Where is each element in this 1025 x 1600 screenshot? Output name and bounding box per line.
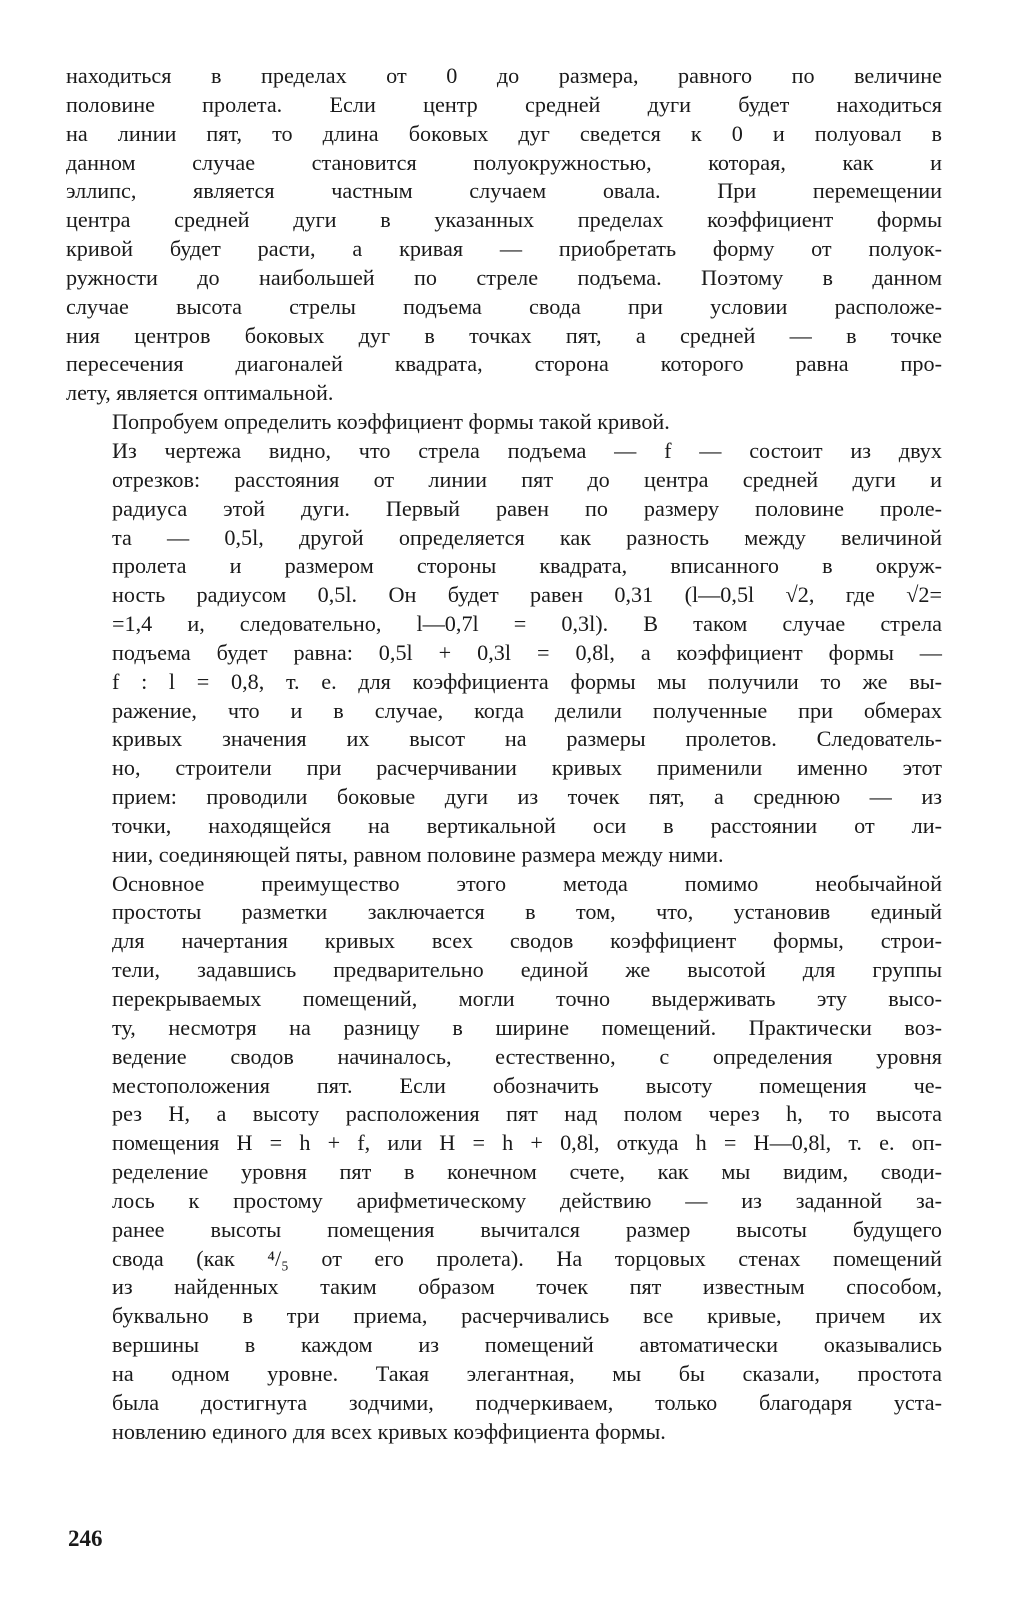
text-line: на линии пят, то длина боковых дуг сведется к 0 и полуовал в	[66, 120, 942, 146]
text-line: ность радиусом 0,5l. Он будет равен 0,31 (l—0,5l √2, где √2=	[112, 582, 942, 608]
text-line: данном случае становится полуокружностью, которая, как и	[66, 149, 942, 175]
text-line: центра средней дуги в указанных пределах коэффициент формы	[66, 207, 942, 233]
text-line: рез H, а высоту расположения пят над полом через h, то высота	[112, 1101, 942, 1127]
text-line: кривых значения их высот на размеры пролетов. Следователь-	[112, 726, 942, 752]
text-line: нии, соединяющей пяты, равном половине размера между ними.	[112, 841, 724, 867]
text-line: f : l = 0,8, т. е. для коэффициента формы мы получили то же вы-	[112, 668, 942, 694]
text-line: ту, несмотря на разницу в ширине помещений. Практически воз-	[112, 1014, 942, 1040]
paragraph-4	[66, 870, 942, 1447]
text-line: вершины в каждом из помещений автоматически оказывались	[112, 1332, 942, 1358]
text-line: половине пролета. Если центр средней дуги будет находиться	[66, 91, 942, 117]
text-line: ведение сводов начиналось, естественно, с определения уровня	[112, 1043, 942, 1069]
text-line: прием: проводили боковые дуги из точек пят, а среднюю — из	[112, 784, 942, 810]
text-line: эллипс, является частным случаем овала. При перемещении	[66, 178, 942, 204]
text-line: новлению единого для всех кривых коэффициента формы.	[112, 1418, 666, 1444]
text-line: была достигнута зодчими, подчеркиваем, только благодаря уста-	[112, 1389, 942, 1415]
text-line: ранее высоты помещения вычитался размер высоты будущего	[112, 1216, 942, 1242]
text-line: перекрываемых помещений, могли точно выдерживать эту высо-	[112, 986, 942, 1011]
text-line: радиуса этой дуги. Первый равен по размеру половине проле-	[112, 495, 942, 521]
text-line: та — 0,5l, другой определяется как разность между величиной	[112, 524, 942, 550]
text-line: =1,4 и, следовательно, l—0,7l = 0,3l). В таком случае стрела	[112, 611, 942, 637]
text-line: буквально в три приема, расчерчивались все кривые, причем их	[112, 1303, 942, 1329]
text-line: ния центров боковых дуг в точках пят, а средней — в точке	[66, 322, 942, 348]
text-line: ределение уровня пят в конечном счете, как мы видим, своди-	[112, 1159, 942, 1185]
text-line: отрезков: расстояния от линии пят до центра средней дуги и	[112, 466, 942, 492]
text-line: из найденных таким образом точек пят известным способом,	[112, 1274, 942, 1300]
text-line: пролета и размером стороны квадрата, вписанного в окруж-	[112, 553, 942, 579]
text-line: лету, является оптимальной.	[66, 380, 334, 406]
text-line: на одном уровне. Такая элегантная, мы бы сказали, простота	[112, 1360, 942, 1386]
text-line: ружности до наибольшей по стреле подъема. Поэтому в данном	[66, 264, 942, 290]
text-line: местоположения пят. Если обозначить высоту помещения че-	[112, 1072, 942, 1098]
text-line: ражение, что и в случае, когда делили полученные при обмерах	[112, 697, 942, 723]
paragraph-2	[66, 408, 942, 437]
page-body	[66, 62, 942, 1447]
text-line: кривой будет расти, а кривая — приобретать форму от полуок-	[66, 236, 942, 262]
page-number: 246	[68, 1526, 103, 1551]
text-line: случае высота стрелы подъема свода при условии расположе-	[66, 293, 942, 319]
text-line: свода (как ⁴/₅ от его пролета). На торцовых стенах помещений	[112, 1245, 942, 1271]
text-line: находиться в пределах от 0 до размера, равного по величине	[66, 63, 942, 88]
text-line: простоты разметки заключается в том, что, установив единый	[112, 899, 942, 925]
text-line: подъема будет равна: 0,5l + 0,3l = 0,8l, а коэффициент формы —	[112, 639, 942, 665]
text-line: Из чертежа видно, что стрела подъема — f — состоит из двух	[112, 437, 942, 463]
paragraph-1	[66, 62, 942, 408]
text-line: точки, находящейся на вертикальной оси в расстоянии от ли-	[112, 812, 942, 838]
text-line: но, строители при расчерчивании кривых применили именно этот	[112, 755, 942, 781]
paragraph-3	[66, 437, 942, 870]
text-line: Попробуем определить коэффициент формы такой кривой.	[112, 409, 670, 435]
text-line: Основное преимущество этого метода помимо необычайной	[112, 870, 942, 896]
text-line: помещения H = h + f, или H = h + 0,8l, откуда h = H—0,8l, т. е. оп-	[112, 1130, 942, 1156]
text-line: лось к простому арифметическому действию — из заданной за-	[112, 1187, 942, 1213]
text-line: тели, задавшись предварительно единой же высотой для группы	[112, 957, 942, 983]
text-line: для начертания кривых всех сводов коэффициент формы, строи-	[112, 928, 942, 954]
text-line: пересечения диагоналей квадрата, сторона которого равна про-	[66, 351, 942, 377]
